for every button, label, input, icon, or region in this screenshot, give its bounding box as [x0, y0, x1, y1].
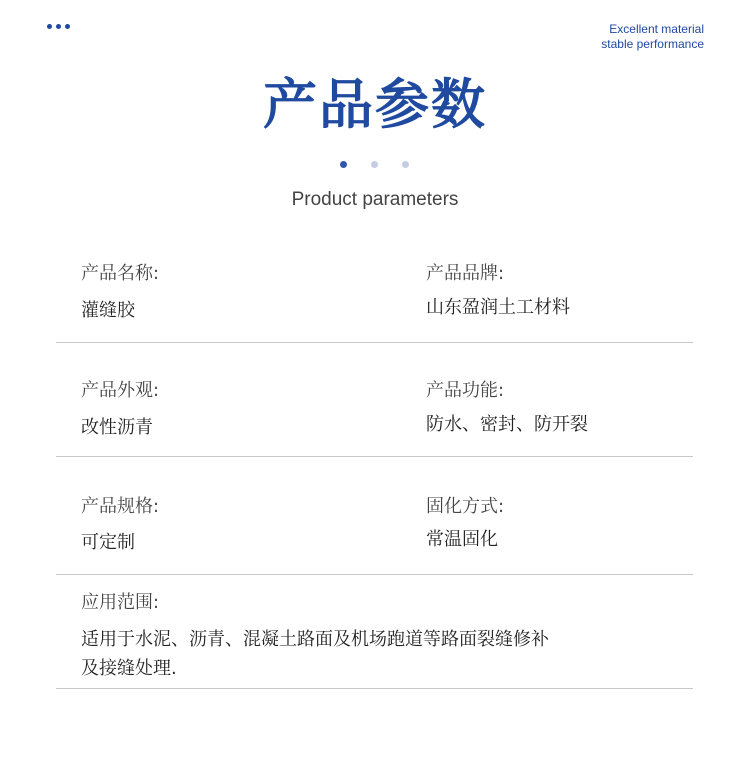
application-scope-label: 应用范围: [81, 592, 160, 613]
curing-method-label: 固化方式: [426, 496, 505, 517]
menu-dots-icon [47, 24, 70, 29]
dot [47, 24, 52, 29]
tagline [601, 22, 704, 52]
tagline-line-2: stable performance [601, 37, 704, 51]
page-subtitle: Product parameters [291, 189, 459, 210]
product-spec-value: 可定制 [81, 532, 135, 553]
product-brand-value: 山东盈润土工材料 [426, 297, 570, 318]
page-title: 产品参数 [263, 73, 487, 136]
param-row-2 [56, 343, 693, 457]
param-row-1 [56, 252, 693, 343]
dot [56, 24, 61, 29]
product-spec-label: 产品规格: [81, 496, 160, 517]
dot-inactive [371, 161, 378, 168]
product-function-label: 产品功能: [426, 380, 505, 401]
product-name-label: 产品名称: [81, 263, 160, 284]
product-brand-label: 产品品牌: [426, 263, 505, 284]
param-row-3 [56, 457, 693, 575]
curing-method-value: 常温固化 [426, 529, 498, 550]
application-scope-line-2: 及接缝处理. [81, 658, 177, 679]
dot [65, 24, 70, 29]
param-row-4 [56, 575, 693, 689]
application-scope-value [81, 625, 641, 683]
application-scope-line-1: 适用于水泥、沥青、混凝土路面及机场跑道等路面裂缝修补 [81, 629, 549, 650]
product-appearance-value: 改性沥青 [81, 417, 153, 438]
product-function-value: 防水、密封、防开裂 [426, 414, 588, 435]
product-appearance-label: 产品外观: [81, 380, 160, 401]
product-name-value: 灌缝胶 [81, 300, 135, 321]
dot-active [340, 161, 347, 168]
dot-inactive [402, 161, 409, 168]
tagline-line-1: Excellent material [609, 22, 704, 36]
